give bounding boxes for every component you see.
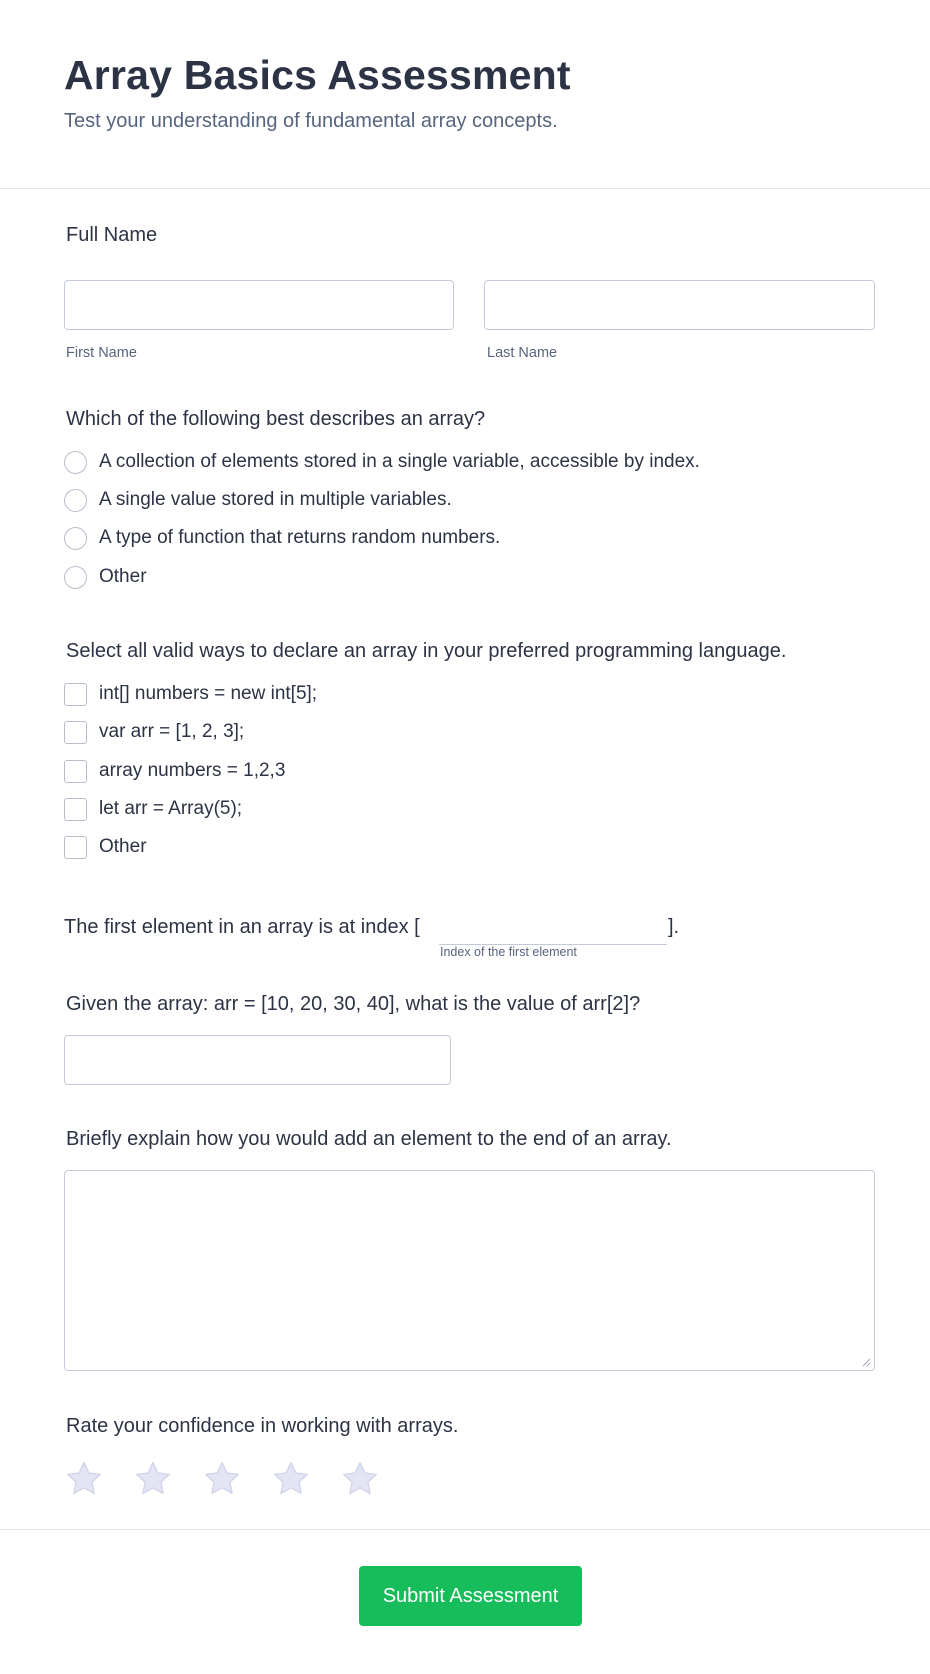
first-index-input[interactable] (439, 918, 667, 945)
last-name-input[interactable] (484, 280, 875, 330)
form-header (0, 0, 930, 189)
checkbox-option[interactable] (64, 680, 317, 708)
checkbox-option-label: let arr = Array(5); (99, 798, 243, 819)
first-name-sublabel: First Name (66, 345, 137, 361)
star-icon[interactable] (340, 1459, 380, 1499)
star-icon[interactable] (133, 1459, 173, 1499)
confidence-rating-question: Rate your confidence in working with arrays. (66, 1415, 459, 1437)
star-icon[interactable] (202, 1459, 242, 1499)
first-index-question: The first element in an array is at index [ (64, 916, 420, 938)
last-name-sublabel: Last Name (487, 345, 558, 361)
checkbox-option-label: array numbers = 1,2,3 (99, 760, 286, 781)
radio-option[interactable] (64, 524, 500, 552)
star-icon[interactable] (64, 1459, 104, 1499)
checkbox[interactable] (64, 683, 87, 706)
form-subtitle: Test your understanding of fundamental array concepts. (64, 110, 558, 132)
array-definition-question: Which of the following best describes an array? (66, 408, 486, 430)
array-value-question: Given the array: arr = [10, 20, 30, 40], what is the value of arr[2]? (66, 993, 641, 1015)
radio-button[interactable] (64, 566, 87, 589)
checkbox-option-label: Other (99, 836, 147, 857)
checkbox-option-label: var arr = [1, 2, 3]; (99, 721, 245, 742)
array-declaration-question: Select all valid ways to declare an array in your preferred programming language. (66, 640, 787, 662)
radio-button[interactable] (64, 489, 87, 512)
full-name-label: Full Name (66, 224, 158, 246)
submit-assessment-button[interactable]: Submit Assessment (359, 1566, 582, 1626)
radio-option-label: A single value stored in multiple variables. (99, 489, 452, 510)
form-title: Array Basics Assessment (64, 52, 571, 98)
radio-button[interactable] (64, 527, 87, 550)
radio-option[interactable] (64, 486, 452, 514)
resize-grip-icon[interactable] (861, 1357, 871, 1367)
add-element-textarea[interactable] (64, 1170, 875, 1371)
checkbox-option[interactable] (64, 833, 147, 861)
star-icon[interactable] (271, 1459, 311, 1499)
checkbox[interactable] (64, 836, 87, 859)
checkbox[interactable] (64, 798, 87, 821)
checkbox[interactable] (64, 721, 87, 744)
radio-option[interactable] (64, 563, 147, 591)
first-index-question-suffix: ]. (668, 916, 680, 938)
checkbox-option[interactable] (64, 718, 244, 746)
footer-divider (0, 1529, 930, 1530)
radio-option-label: Other (99, 566, 147, 587)
checkbox[interactable] (64, 760, 87, 783)
add-element-question: Briefly explain how you would add an element to the end of an array. (66, 1128, 672, 1150)
radio-option-label: A type of function that returns random numbers. (99, 527, 501, 548)
first-index-hint: Index of the first element (440, 945, 577, 959)
radio-option-label: A collection of elements stored in a single variable, accessible by index. (99, 451, 700, 472)
checkbox-option[interactable] (64, 757, 285, 785)
array-value-input[interactable] (64, 1035, 451, 1085)
radio-option[interactable] (64, 448, 700, 476)
checkbox-option[interactable] (64, 795, 242, 823)
radio-button[interactable] (64, 451, 87, 474)
first-name-input[interactable] (64, 280, 454, 330)
checkbox-option-label: int[] numbers = new int[5]; (99, 683, 318, 704)
